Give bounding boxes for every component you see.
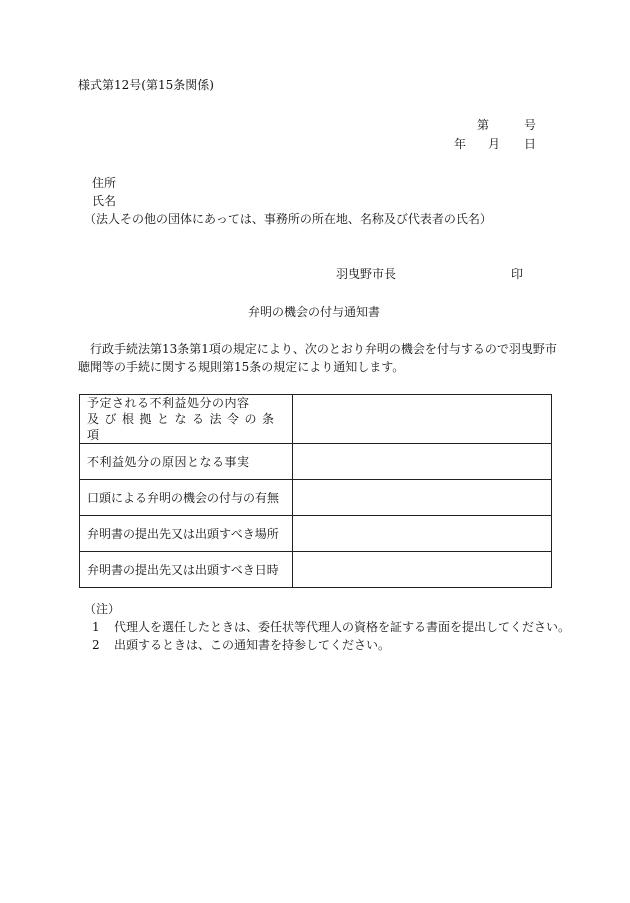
recipient-address-label: 住所 [92,176,117,190]
table-value-cell[interactable] [293,552,552,588]
note-text: 代理人を選任したときは、委任状等代理人の資格を証する書面を提出してください。 [114,620,571,634]
table-label-cell [80,395,293,444]
table-label: 口頭による弁明の機会の付与の有無 [87,490,280,505]
table-value-cell[interactable] [293,480,552,516]
table-label-line: 及び根拠となる法令の条項 [87,412,280,442]
table-value-cell[interactable] [293,395,552,444]
body-text: 行政手続法第13条第1項の規定により、次のとおり弁明の機会を付与するので羽曳野市聴聞等の手続に関する規則第15条の規定により通知します。 [78,342,557,374]
table-label-cell [80,552,293,588]
form-number: 様式第12号(第15条関係) [78,78,214,92]
note-number: 2 [92,638,100,652]
note-text: 出頭するときは、この通知書を持参してください。 [114,638,391,652]
date-month-label: 月 [488,137,501,151]
date-year-label: 年 [454,137,467,151]
table-label: 弁明書の提出先又は出頭すべき日時 [87,562,279,577]
table-value-cell[interactable] [293,516,552,552]
table-label-cell [80,480,293,516]
table-label-line: 予定される不利益処分の内容 [87,396,250,410]
note-number: 1 [92,620,100,634]
document-number-suffix: 号 [524,118,537,132]
recipient-name-label: 氏名 [92,194,117,208]
notes-heading: （注） [84,602,121,616]
corporation-note: （法人その他の団体にあっては、事務所の所在地、名称及び代表者の氏名） [84,212,492,226]
document-number-label: 第 [477,118,490,132]
notice-table [79,394,552,588]
table-row [80,395,552,444]
table-row [80,552,552,588]
note-item [92,638,390,652]
note-item [92,620,570,634]
table-label-cell [80,516,293,552]
table-label-cell [80,444,293,480]
table-label: 弁明書の提出先又は出頭すべき場所 [87,526,279,541]
table-value-cell[interactable] [293,444,552,480]
document-title: 弁明の機会の付与通知書 [248,305,381,319]
table-row [80,516,552,552]
date-day-label: 日 [524,137,537,151]
seal-mark: 印 [511,267,524,281]
table-row [80,480,552,516]
table-row [80,444,552,480]
table-label: 不利益処分の原因となる事実 [87,454,250,469]
issuer-title: 羽曳野市長 [336,267,397,281]
